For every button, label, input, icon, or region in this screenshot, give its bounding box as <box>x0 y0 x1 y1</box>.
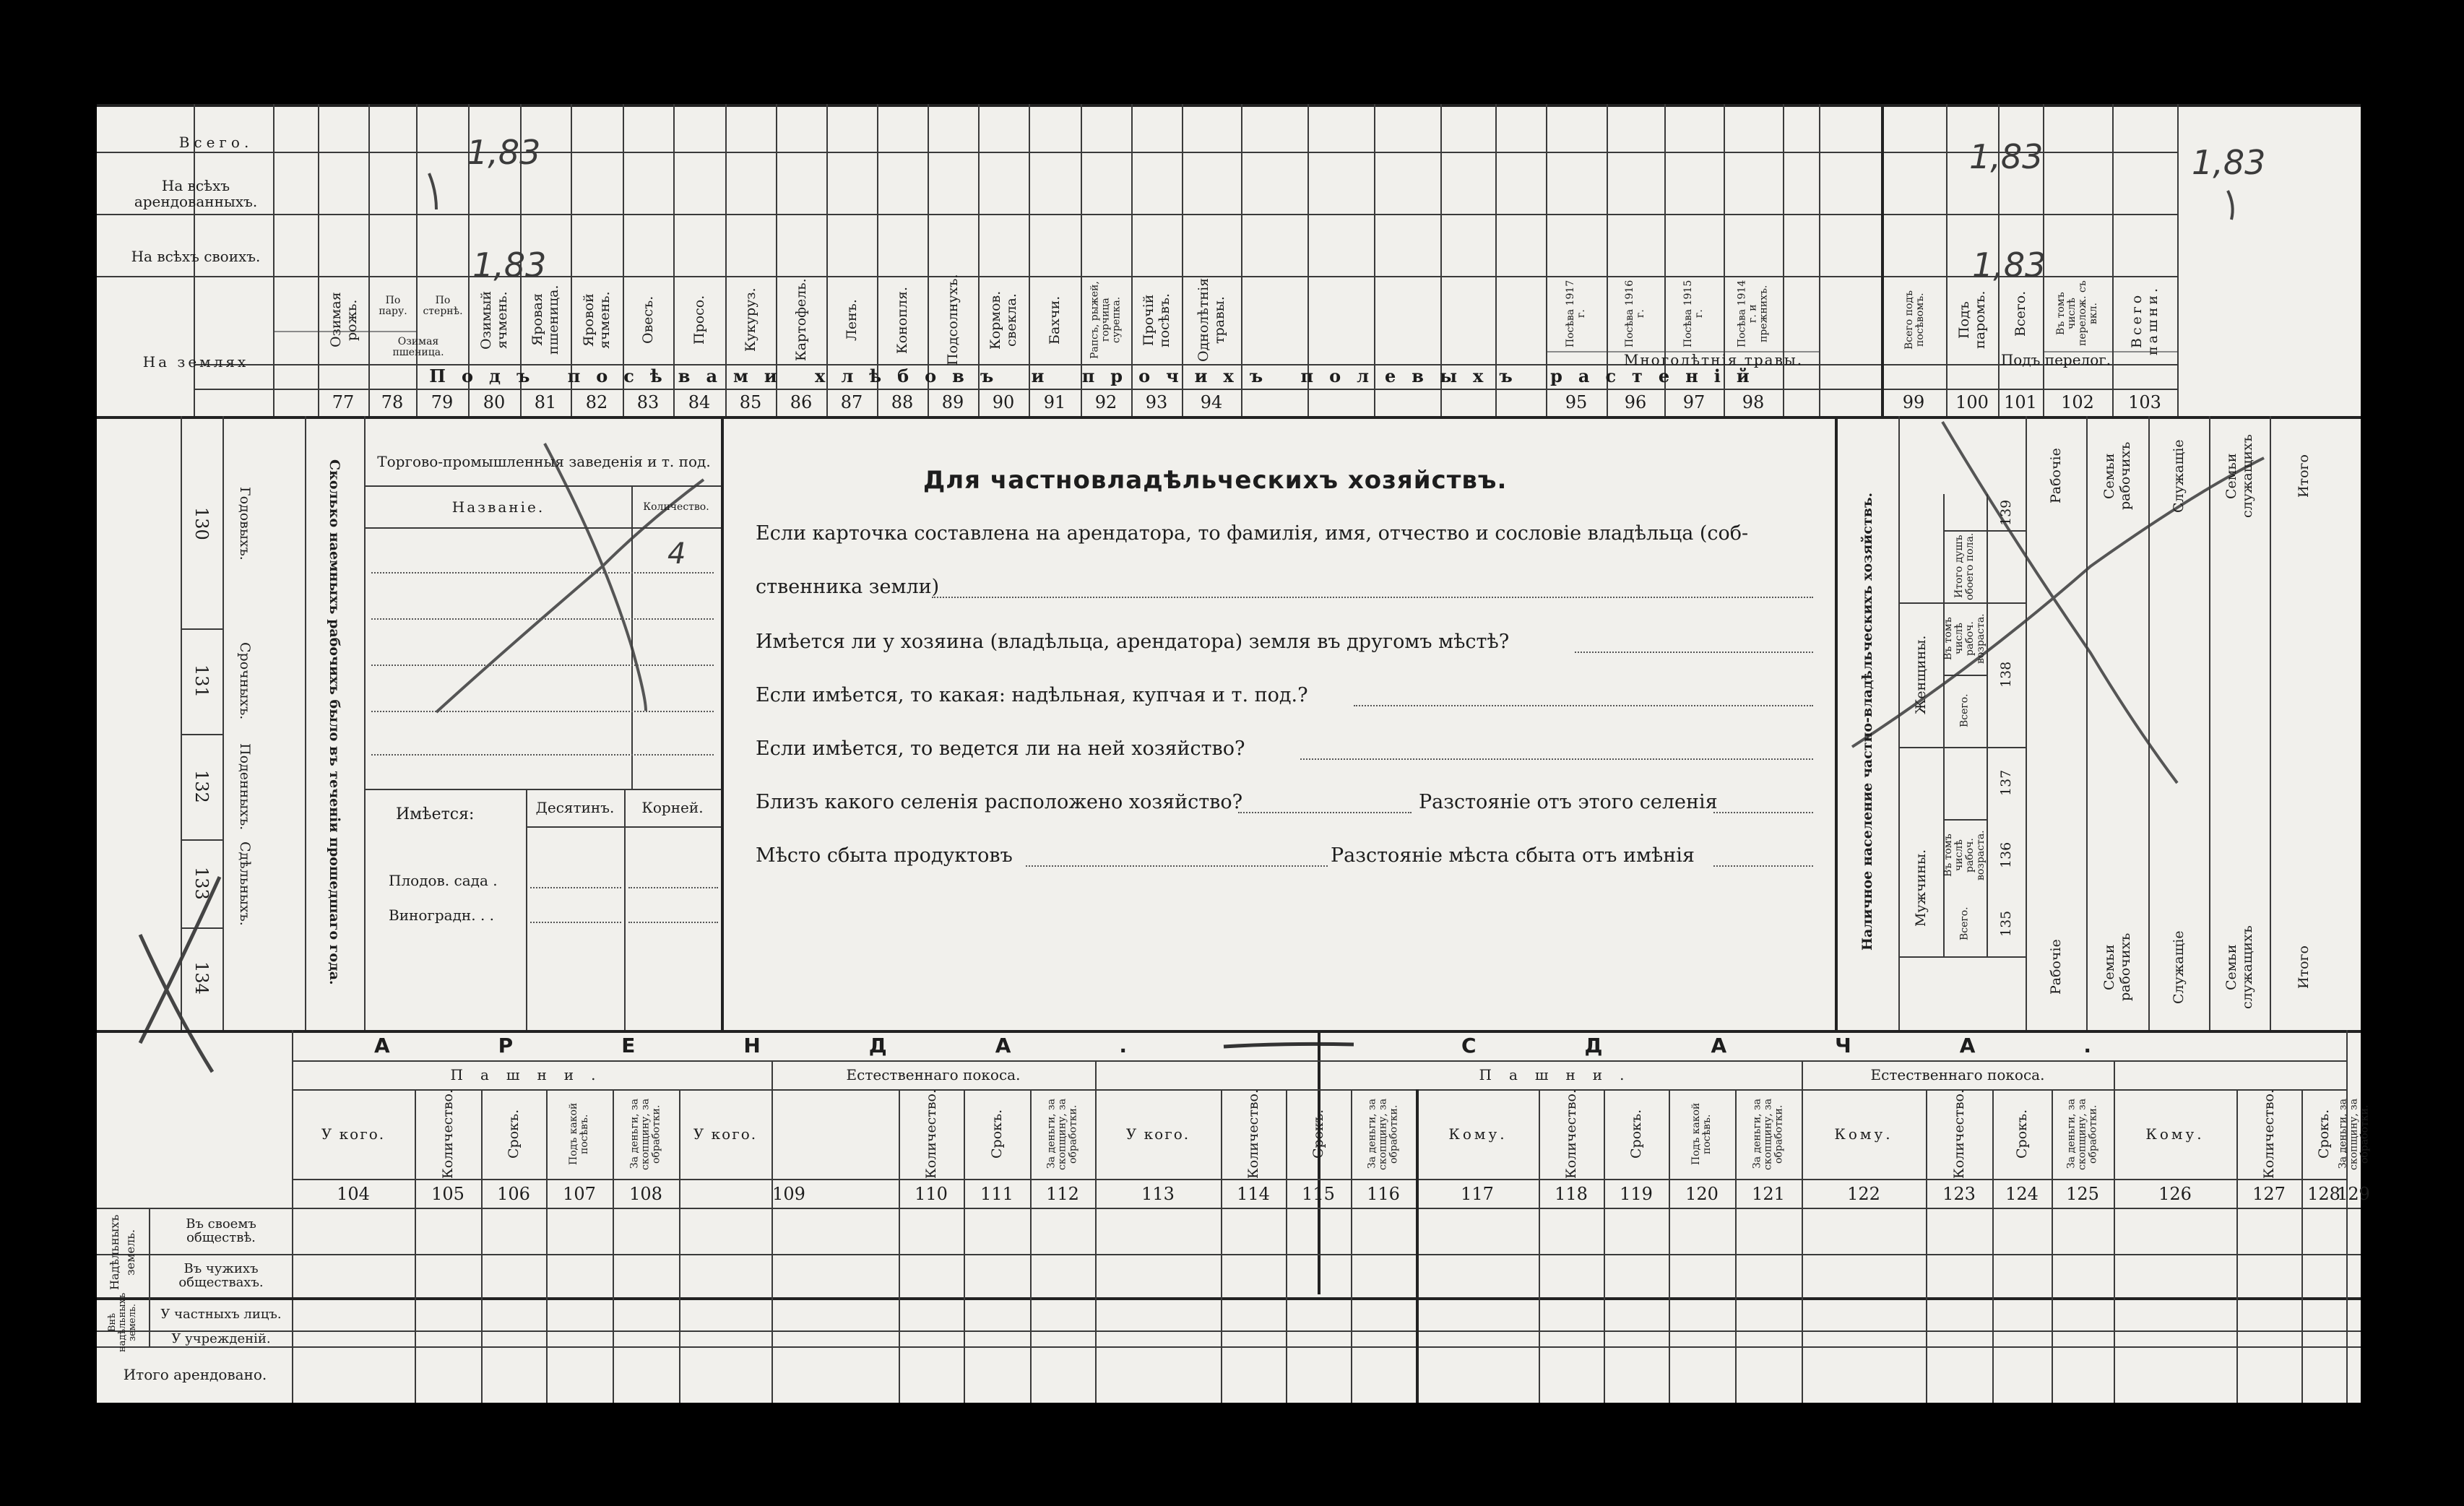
col-number: 104 <box>337 1184 370 1204</box>
col-number: 98 <box>1742 392 1765 412</box>
sdacha-col: Кому. <box>2145 1125 2205 1143</box>
col-number: 101 <box>2004 392 2037 412</box>
handwritten-value: 1,83 <box>1972 246 2046 285</box>
crop-header: Въ томъ числѣ перелож. съ вкл. <box>2055 280 2099 347</box>
category-header: Семьи служащихъ <box>2223 434 2255 518</box>
category-header: Рабочіе <box>2048 448 2064 504</box>
sdacha-col: Кому. <box>1448 1125 1508 1143</box>
crop-header: Подсолнухъ. <box>945 274 961 366</box>
desyatin-header: Десятинъ. <box>535 799 615 816</box>
na-zemlyakh-label: На землях <box>142 353 249 371</box>
crop-header: Картофель. <box>793 278 809 362</box>
col-number: 99 <box>1902 392 1925 412</box>
col-number: 92 <box>1094 392 1118 412</box>
crop-header: Посѣва 1916 г. <box>1624 280 1646 347</box>
vne-nadel-label: Внѣ надѣльныхъ земель. <box>107 1292 138 1353</box>
col-number: 129 <box>2337 1184 2370 1204</box>
arenda-col: Подъ какой посѣвъ. <box>568 1102 590 1166</box>
crop-header: Конопля. <box>894 286 910 354</box>
crop-header: Яровой ячмень. <box>581 291 613 349</box>
arenda-pashni: Пашни. <box>450 1066 613 1083</box>
arenda-col: У кого. <box>321 1125 386 1143</box>
crop-header: Посѣва 1917 г. <box>1565 280 1587 347</box>
col-number: 93 <box>1145 392 1168 412</box>
ozimaya-label: Озимая пшеница. <box>392 336 444 358</box>
sdacha-col: За деньги, за скопщину, за обработки. <box>2337 1098 2371 1170</box>
mnogolet-label: Многолѣтнія травы. <box>1623 351 1804 368</box>
col-number: 87 <box>840 392 863 412</box>
category-footer: Итого <box>2296 945 2312 989</box>
col-number: 102 <box>2061 392 2094 412</box>
col-number: 112 <box>1046 1184 1079 1204</box>
crop-header: По стернѣ. <box>423 295 463 317</box>
category-footer: Семьи рабочихъ <box>2101 932 2133 1002</box>
col-number: 114 <box>1237 1184 1270 1204</box>
col-number: 105 <box>431 1184 464 1204</box>
sdacha-col: Срокъ. <box>2014 1109 2030 1159</box>
col-number: 109 <box>772 1184 805 1204</box>
category-header: Итого <box>2296 454 2312 498</box>
crop-header: Ленъ. <box>844 299 860 341</box>
handwritten-value: 1,83 <box>2192 143 2266 182</box>
sdacha-col: За деньги, за скопщину, за обработки. <box>1751 1098 1785 1170</box>
itogo-arendovano-label: Итого арендовано. <box>123 1366 267 1383</box>
hired-type: Годовыхъ. <box>237 487 253 561</box>
col-number: 124 <box>2005 1184 2039 1204</box>
hired-number: 134 <box>191 961 212 995</box>
itogo-dush-label: Итого душъ обоего пола. <box>1953 532 1976 600</box>
sdacha-col: Количество. <box>1563 1089 1579 1179</box>
crop-header: Посѣва 1915 г. <box>1682 280 1705 347</box>
col-number: 126 <box>2158 1184 2192 1204</box>
zhenshchiny-label: Женщины. <box>1913 635 1929 714</box>
hired-number: 131 <box>191 665 212 698</box>
hired-number: 130 <box>191 507 212 540</box>
private-title: Для частновладѣльческихъ хозяйствъ. <box>923 466 1508 495</box>
category-footer: Служащіе <box>2171 930 2187 1004</box>
pop-number: 136 <box>1998 841 2014 869</box>
col-number: 83 <box>636 392 660 412</box>
crop-header: Кормов. свекла. <box>987 290 1019 350</box>
col-number: 77 <box>332 392 355 412</box>
crop-header: Озимый ячмень. <box>478 290 510 350</box>
col-number: 81 <box>534 392 557 412</box>
trade-qty-header: Количество. <box>643 501 709 513</box>
arenda-col: Срокъ. <box>989 1109 1005 1159</box>
col-number: 96 <box>1624 392 1647 412</box>
hired-number: 132 <box>191 770 212 803</box>
question-market: Мѣсто сбыта продуктовъ <box>756 844 1013 867</box>
row-total-label: Всего. <box>178 134 254 151</box>
crop-header: Рапсъ, рыжей, горчица сурепка. <box>1089 281 1123 359</box>
col-number: 123 <box>1942 1184 1976 1204</box>
band-title: Подъ посѣвами хлѣбовъ и прочихъ полевыхъ растеній <box>429 365 1765 386</box>
crop-header: По пару. <box>379 295 407 317</box>
col-number: 128 <box>2307 1184 2340 1204</box>
arenda-col: У кого. <box>693 1125 758 1143</box>
crop-header: Просо. <box>691 295 707 345</box>
question-market-distance: Разстояніе мѣста сбыта отъ имѣнія <box>1331 844 1695 867</box>
hired-title: Сколько наемныхъ рабочихъ было въ теченіи прошедшаго года. <box>327 459 342 985</box>
pop-number: 139 <box>1998 499 2014 527</box>
crop-header: Овесъ. <box>640 295 656 345</box>
col-number: 89 <box>941 392 964 412</box>
census-card <box>97 104 2371 1403</box>
pop-number: 137 <box>1998 769 2014 797</box>
sdacha-title: СДАЧА. <box>1461 1034 2200 1057</box>
arenda-col: Количество. <box>923 1089 939 1179</box>
hired-number: 133 <box>191 867 212 900</box>
crop-header: Всего пашни. <box>2129 285 2161 355</box>
hired-type: Сдѣльныхъ. <box>237 841 253 926</box>
crop-header: Всего. <box>2013 290 2028 337</box>
sdacha-col: Срокъ. <box>2316 1109 2332 1159</box>
col-number: 125 <box>2066 1184 2099 1204</box>
col-number: 113 <box>1141 1184 1175 1204</box>
col-number: 100 <box>1955 392 1989 412</box>
crop-header: Озимая рожь. <box>328 292 360 348</box>
muzhchiny-label: Мужчины. <box>1913 849 1929 927</box>
col-number: 127 <box>2252 1184 2286 1204</box>
hired-type: Срочныхъ. <box>237 642 253 720</box>
sdacha-estestv: Естественнаго покоса. <box>1870 1066 2045 1083</box>
col-number: 82 <box>585 392 608 412</box>
col-number: 120 <box>1685 1184 1719 1204</box>
col-number: 108 <box>629 1184 662 1204</box>
sdacha-pashni: Пашни. <box>1479 1066 1642 1083</box>
col-number: 90 <box>992 392 1015 412</box>
crop-header: Прочій посѣвъ. <box>1141 293 1172 347</box>
korney-header: Корней. <box>641 799 704 816</box>
gardens-label: Плодов. сада . <box>389 872 498 889</box>
vsego-label: Всего. <box>1958 906 1971 941</box>
col-number: 88 <box>891 392 914 412</box>
question-owner-cont: ственника земли) <box>756 576 940 598</box>
handwritten-value: 1,83 <box>467 133 541 172</box>
handwritten-value: 1,83 <box>1969 137 2044 176</box>
sdacha-col: Подъ какой посѣвъ. <box>1690 1102 1713 1166</box>
lease-row-label: У учрежденій. <box>171 1331 271 1346</box>
sdacha-col: Количество. <box>1951 1089 1967 1179</box>
col-number: 95 <box>1565 392 1588 412</box>
pop-number: 135 <box>1998 910 2014 938</box>
row-rented-label: На всѣхъ арендованныхъ. <box>134 177 258 210</box>
sdacha-col: Количество. <box>2261 1089 2277 1179</box>
question-village-distance: Разстояніе отъ этого селенія <box>1419 791 1718 813</box>
row-own-label: На всѣхъ своихъ. <box>131 248 261 265</box>
category-footer: Рабочіе <box>2048 939 2064 995</box>
sdacha-col: Срокъ. <box>1628 1109 1644 1159</box>
col-number: 106 <box>497 1184 530 1204</box>
col-number: 111 <box>980 1184 1013 1204</box>
col-number: 121 <box>1752 1184 1785 1204</box>
arenda-col: За деньги, за скопщину, за обработки. <box>628 1098 662 1170</box>
trade-name-header: Названіе. <box>451 498 545 516</box>
crop-header: Подъ паромъ. <box>1956 290 1988 350</box>
lease-row-label: Въ чужихъ обществахъ. <box>178 1261 264 1290</box>
crop-header: Всего подъ посѣвомъ. <box>1903 290 1926 350</box>
col-number: 115 <box>1302 1184 1335 1204</box>
has-label: Имѣется: <box>396 805 475 823</box>
col-number: 91 <box>1043 392 1066 412</box>
trade-title: Торгово-промышленныя заведенія и т. под. <box>377 453 711 470</box>
col-number: 94 <box>1200 392 1223 412</box>
col-number: 119 <box>1620 1184 1653 1204</box>
vineyard-label: Виноградн. . . <box>389 906 495 924</box>
col-number: 86 <box>790 392 813 412</box>
category-header: Служащіе <box>2171 439 2187 513</box>
col-number: 79 <box>431 392 454 412</box>
nalichnoe-title: Наличное население частно-владѣльческихъ хозяйствъ. <box>1859 492 1875 951</box>
v-tom-label: Въ томъ числѣ рабоч. возраста. <box>1942 613 1987 664</box>
crop-header: Однолѣтнія травы. <box>1196 277 1227 363</box>
arenda-col: За деньги, за скопщину, за обработки. <box>1366 1098 1400 1170</box>
category-footer: Семьи служащихъ <box>2223 925 2255 1009</box>
handwritten-mark: 4 <box>667 537 686 571</box>
pop-number: 138 <box>1998 661 2014 688</box>
v-tom-label: Въ томъ числѣ рабоч. возраста. <box>1942 830 1987 880</box>
crop-header: Бахчи. <box>1047 295 1063 345</box>
col-number: 107 <box>563 1184 596 1204</box>
col-number: 116 <box>1367 1184 1400 1204</box>
perelog-label: Подъ перелог. <box>2000 351 2111 368</box>
sdacha-col: Кому. <box>1834 1125 1893 1143</box>
arenda-col: У кого. <box>1125 1125 1190 1143</box>
crop-header: Посѣва 1914 г. и прежнихъ. <box>1736 280 1770 347</box>
arenda-title: АРЕНДА. <box>374 1034 1235 1057</box>
arenda-col: Срокъ. <box>1310 1109 1326 1159</box>
col-number: 117 <box>1461 1184 1494 1204</box>
sdacha-col: За деньги, за скопщину, за обработки. <box>2065 1098 2099 1170</box>
lease-row-label: Въ своемъ обществѣ. <box>186 1216 256 1245</box>
col-number: 80 <box>483 392 506 412</box>
question-other-land: Имѣется ли у хозяина (владѣльца, арендатора) земля въ другомъ мѣстѣ? <box>756 631 1510 653</box>
arenda-col: Срокъ. <box>506 1109 522 1159</box>
nadel-label: Надѣльныхъ земель. <box>108 1214 137 1291</box>
question-farming: Если имѣется, то ведется ли на ней хозяйство? <box>756 737 1245 760</box>
col-number: 103 <box>2128 392 2161 412</box>
hired-type: Поденныхъ. <box>237 743 253 831</box>
col-number: 78 <box>381 392 404 412</box>
question-village: Близъ какого селенія расположено хозяйство? <box>756 791 1243 813</box>
arenda-estestv: Естественнаго покоса. <box>846 1066 1021 1083</box>
vsego-label: Всего. <box>1958 693 1971 728</box>
handwritten-value: 1,83 <box>472 246 547 285</box>
crop-header: Яровая пшеница. <box>529 285 561 355</box>
lease-row-label: У частныхъ лицъ. <box>160 1306 282 1322</box>
arenda-col: Количество. <box>440 1089 456 1179</box>
col-number: 85 <box>739 392 762 412</box>
col-number: 110 <box>915 1184 948 1204</box>
arenda-col: За деньги, за скопщину, за обработки. <box>1045 1098 1079 1170</box>
col-number: 118 <box>1555 1184 1588 1204</box>
question-owner: Если карточка составлена на арендатора, то фамилія, имя, отчество и сословіе владѣльца (соб- <box>756 522 1749 545</box>
col-number: 122 <box>1847 1184 1880 1204</box>
col-number: 84 <box>688 392 711 412</box>
arenda-col: Количество. <box>1245 1089 1261 1179</box>
col-number: 97 <box>1682 392 1706 412</box>
crop-header: Кукуруз. <box>743 287 758 352</box>
question-land-type: Если имѣется, то какая: надѣльная, купчая и т. под.? <box>756 684 1308 706</box>
category-header: Семьи рабочихъ <box>2101 441 2133 511</box>
